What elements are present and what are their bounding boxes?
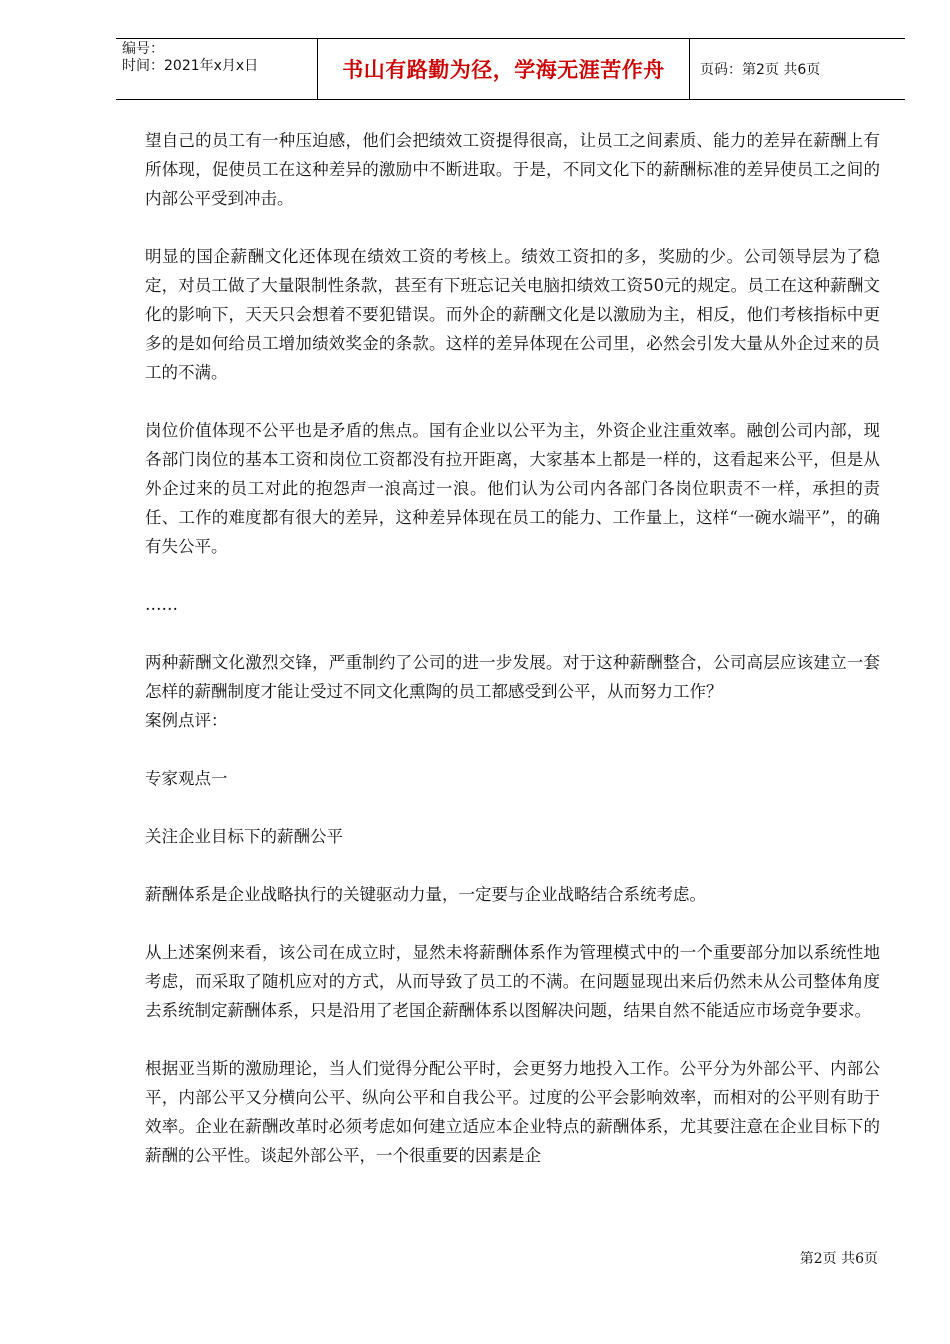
page-footer: 第2页 共6页 bbox=[799, 1251, 878, 1267]
paragraph-2: 明显的国企薪酬文化还体现在绩效工资的考核上。绩效工资扣的多，奖励的少。公司领导层为了稳定，对员工做了大量限制性条款，甚至有下班忘记关电脑扣绩效工资50元的规定。员工在这种薪酬文化的影响下，天天只会想着不要犯错误。而外企的薪酬文化是以激励为主，相反，他们考核指标中更多的是如何给员工增加绩效奖金的条款。这样的差异体现在公司里，必然会引发大量从外企过来的员工的不满。 bbox=[145, 247, 880, 382]
paragraph-5: 薪酬体系是企业战略执行的关键驱动力量，一定要与企业战略结合系统考虑。 bbox=[145, 885, 706, 904]
document-body bbox=[145, 126, 880, 1199]
ellipsis-paragraph: …… bbox=[145, 595, 178, 614]
paragraph-3: 岗位价值体现不公平也是矛盾的焦点。国有企业以公平为主，外资企业注重效率。融创公司内部，现各部门岗位的基本工资和岗位工资都没有拉开距离，大家基本上都是一样的，这看起来公平，但是从外企过来的员工对此的抱怨声一浪高过一浪。他们认为公司内各部门各岗位职责不一样，承担的责任、工作的难度都有很大的差异，这种差异体现在员工的能力、工作量上，这样“一碗水端平”，的确有失公平。 bbox=[145, 421, 880, 556]
header-motto: 书山有路勤为径，学海无涯苦作舟 bbox=[317, 39, 690, 99]
code-label: 编号： bbox=[122, 41, 164, 57]
paragraph-7: 根据亚当斯的激励理论，当人们觉得分配公平时，会更努力地投入工作。公平分为外部公平、内部公平，内部公平又分横向公平、纵向公平和自我公平。过度的公平会影响效率，而相对的公平则有助于效率。企业在薪酬改革时必须考虑如何建立适应本企业特点的薪酬体系，尤其要注意在企业目标下的薪酬的公平性。谈起外部公平，一个很重要的因素是企 bbox=[145, 1059, 880, 1165]
header-meta bbox=[116, 39, 317, 99]
section-title: 关注企业目标下的薪酬公平 bbox=[145, 827, 343, 846]
expert-view-heading: 专家观点一 bbox=[145, 769, 228, 788]
paragraph-1: 望自己的员工有一种压迫感，他们会把绩效工资提得很高，让员工之间素质、能力的差异在薪酬上有所体现，促使员工在这种差异的激励中不断进取。于是，不同文化下的薪酬标准的差异使员工之间的内部公平受到冲击。 bbox=[145, 131, 880, 208]
page-header bbox=[116, 38, 905, 100]
case-review-heading: 案例点评： bbox=[145, 711, 228, 730]
paragraph-4: 两种薪酬文化激烈交锋，严重制约了公司的进一步发展。对于这种薪酬整合，公司高层应该建立一套怎样的薪酬制度才能让受过不同文化熏陶的员工都感受到公平，从而努力工作？ bbox=[145, 653, 880, 701]
time-label: 时间：2021年x月x日 bbox=[122, 58, 259, 74]
header-page-label: 页码：第2页 共6页 bbox=[700, 62, 821, 78]
paragraph-6: 从上述案例来看，该公司在成立时，显然未将薪酬体系作为管理模式中的一个重要部分加以系统性地考虑，而采取了随机应对的方式，从而导致了员工的不满。在问题显现出来后仍然未从公司整体角度去系统制定薪酬体系，只是沿用了老国企薪酬体系以图解决问题，结果自然不能适应市场竞争要求。 bbox=[145, 943, 880, 1020]
